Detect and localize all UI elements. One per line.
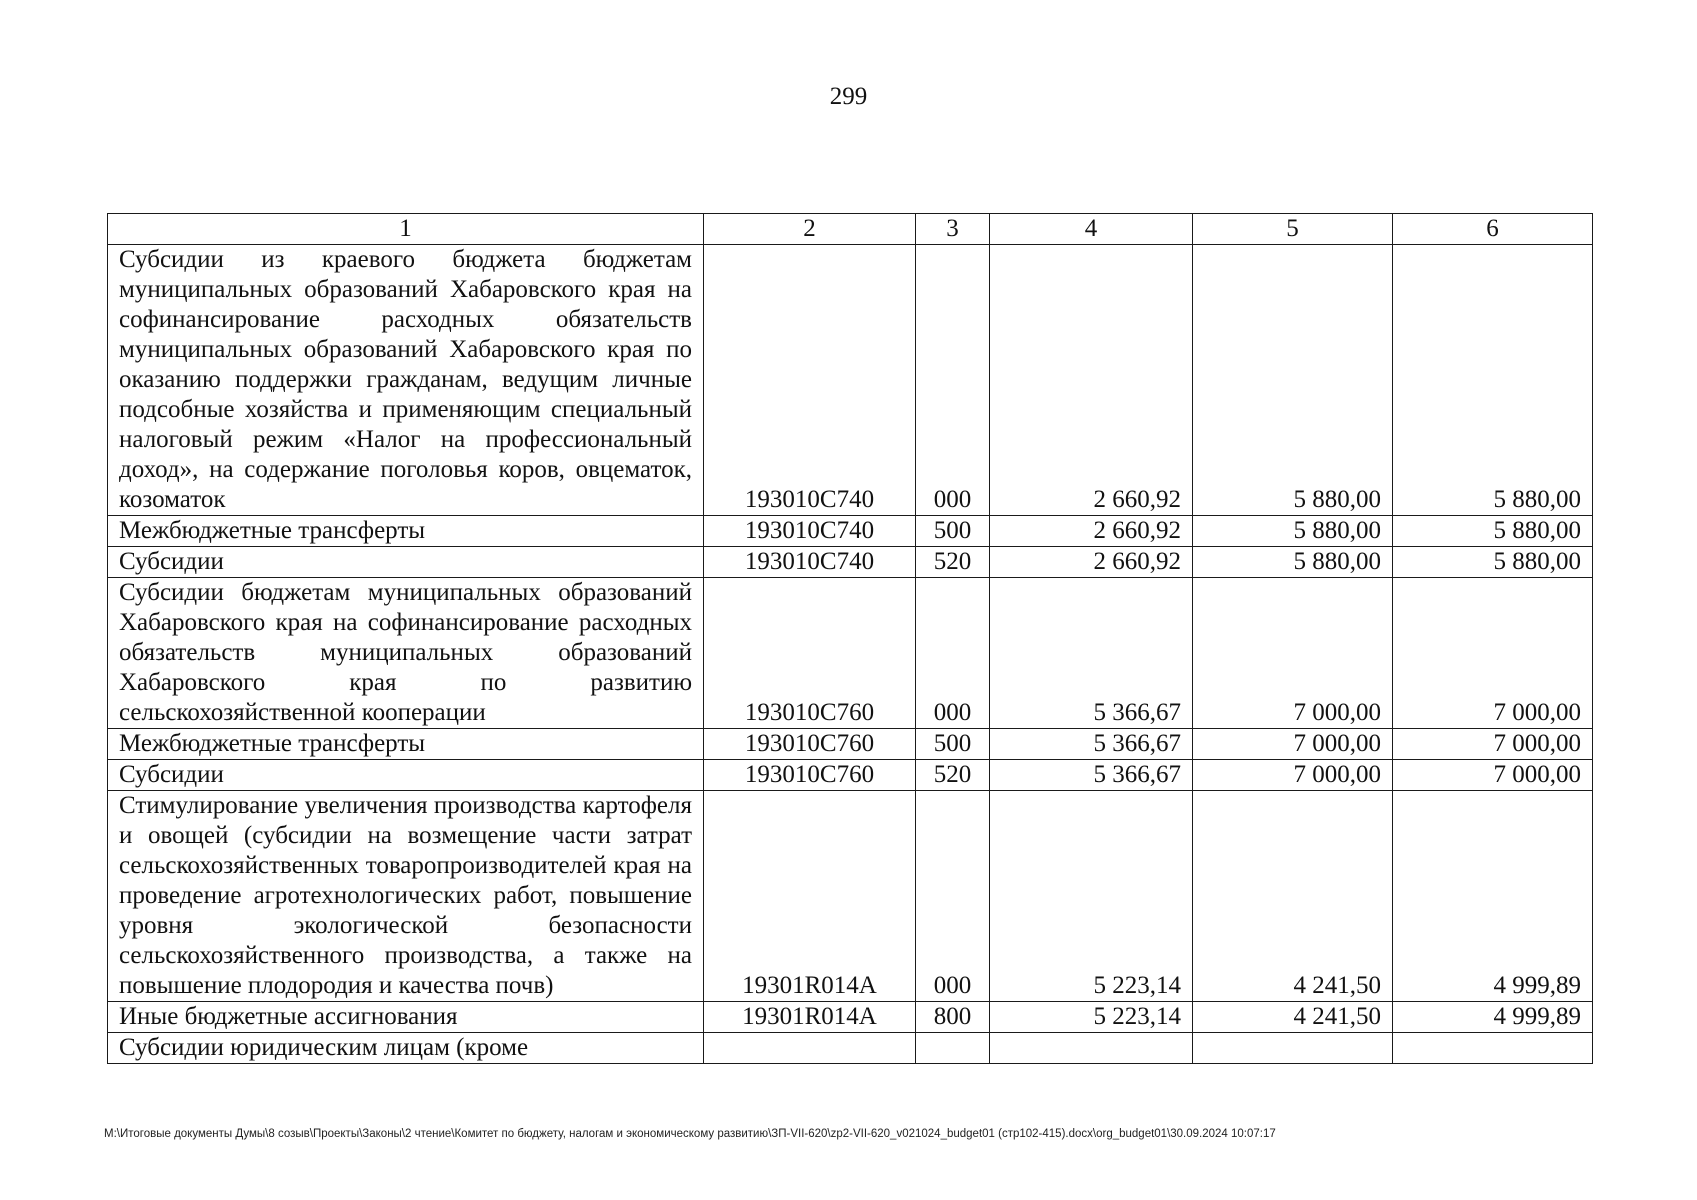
row-value-4: 5 366,67	[990, 729, 1193, 760]
row-value-4: 5 366,67	[990, 578, 1193, 729]
table-row	[108, 1002, 1593, 1033]
row-value-6: 5 880,00	[1393, 245, 1593, 516]
row-value-5	[1193, 1033, 1393, 1064]
row-name: Субсидии юридическим лицам (кроме	[108, 1033, 704, 1064]
row-expense-type: 800	[916, 1002, 990, 1033]
column-header-1: 1	[108, 214, 704, 245]
row-expense-type: 000	[916, 578, 990, 729]
column-header-3: 3	[916, 214, 990, 245]
row-expense-type: 500	[916, 729, 990, 760]
row-value-5: 5 880,00	[1193, 516, 1393, 547]
row-target-code: 193010С760	[704, 578, 916, 729]
table-row	[108, 516, 1593, 547]
row-name: Межбюджетные трансферты	[108, 729, 704, 760]
row-name: Иные бюджетные ассигнования	[108, 1002, 704, 1033]
budget-table	[107, 213, 1593, 1064]
column-header-2: 2	[704, 214, 916, 245]
table-row	[108, 1033, 1593, 1064]
footer-file-path: M:\Итоговые документы Думы\8 созыв\Проекты\Законы\2 чтение\Комитет по бюджету, налогам и экономическому развитию\ЗП-VII-620\zp2-VII-620_v021024_budget01 (стр102-415).docx\org_budget01\30.09.2024 10:07:17	[104, 1128, 1276, 1140]
row-expense-type: 000	[916, 245, 990, 516]
row-value-5: 7 000,00	[1193, 760, 1393, 791]
row-value-6	[1393, 1033, 1593, 1064]
row-value-5: 4 241,50	[1193, 1002, 1393, 1033]
table-row	[108, 729, 1593, 760]
row-value-6: 4 999,89	[1393, 1002, 1593, 1033]
table-row	[108, 547, 1593, 578]
row-target-code	[704, 1033, 916, 1064]
row-target-code: 193010С760	[704, 729, 916, 760]
row-value-4: 2 660,92	[990, 245, 1193, 516]
row-target-code: 193010С760	[704, 760, 916, 791]
row-value-5: 5 880,00	[1193, 547, 1393, 578]
row-value-4: 2 660,92	[990, 547, 1193, 578]
table-row	[108, 245, 1593, 516]
row-value-5: 7 000,00	[1193, 578, 1393, 729]
column-header-6: 6	[1393, 214, 1593, 245]
row-name: Субсидии	[108, 760, 704, 791]
table-header-row	[108, 214, 1593, 245]
row-value-6: 4 999,89	[1393, 791, 1593, 1002]
table-row	[108, 791, 1593, 1002]
row-value-4: 5 366,67	[990, 760, 1193, 791]
row-value-4: 2 660,92	[990, 516, 1193, 547]
row-target-code: 19301R014A	[704, 1002, 916, 1033]
row-value-4: 5 223,14	[990, 1002, 1193, 1033]
row-name: Субсидии из краевого бюджета бюджетам муниципальных образований Хабаровского края на софинансирование расходных обязательств муниципальных образований Хабаровского края по оказанию поддержки гражданам, ведущим личные подсобные хозяйства и применяющим специальный налоговый режим «Налог на профессиональный доход», на содержание поголовья коров, овцематок, козоматок	[108, 245, 704, 516]
row-name: Субсидии	[108, 547, 704, 578]
table-row	[108, 760, 1593, 791]
row-expense-type: 000	[916, 791, 990, 1002]
row-name: Межбюджетные трансферты	[108, 516, 704, 547]
row-expense-type: 520	[916, 547, 990, 578]
row-value-4	[990, 1033, 1193, 1064]
row-name: Стимулирование увеличения производства картофеля и овощей (субсидии на возмещение части затрат сельскохозяйственных товаропроизводителей края на проведение агротехнологических работ, повышение уровня экологической безопасности сельскохозяйственного производства, а также на повышение плодородия и качества почв)	[108, 791, 704, 1002]
row-target-code: 193010С740	[704, 245, 916, 516]
table-row	[108, 578, 1593, 729]
row-value-6: 5 880,00	[1393, 516, 1593, 547]
row-name: Субсидии бюджетам муниципальных образований Хабаровского края на софинансирование расходных обязательств муниципальных образований Хабаровского края по развитию сельскохозяйственной кооперации	[108, 578, 704, 729]
row-expense-type: 520	[916, 760, 990, 791]
row-target-code: 193010С740	[704, 516, 916, 547]
row-value-6: 7 000,00	[1393, 729, 1593, 760]
row-value-6: 5 880,00	[1393, 547, 1593, 578]
page-number: 299	[829, 83, 868, 110]
column-header-4: 4	[990, 214, 1193, 245]
row-value-6: 7 000,00	[1393, 578, 1593, 729]
column-header-5: 5	[1193, 214, 1393, 245]
row-value-5: 7 000,00	[1193, 729, 1393, 760]
row-value-5: 4 241,50	[1193, 791, 1393, 1002]
row-target-code: 193010С740	[704, 547, 916, 578]
row-target-code: 19301R014A	[704, 791, 916, 1002]
row-value-6: 7 000,00	[1393, 760, 1593, 791]
row-expense-type: 500	[916, 516, 990, 547]
row-value-5: 5 880,00	[1193, 245, 1393, 516]
row-expense-type	[916, 1033, 990, 1064]
row-value-4: 5 223,14	[990, 791, 1193, 1002]
